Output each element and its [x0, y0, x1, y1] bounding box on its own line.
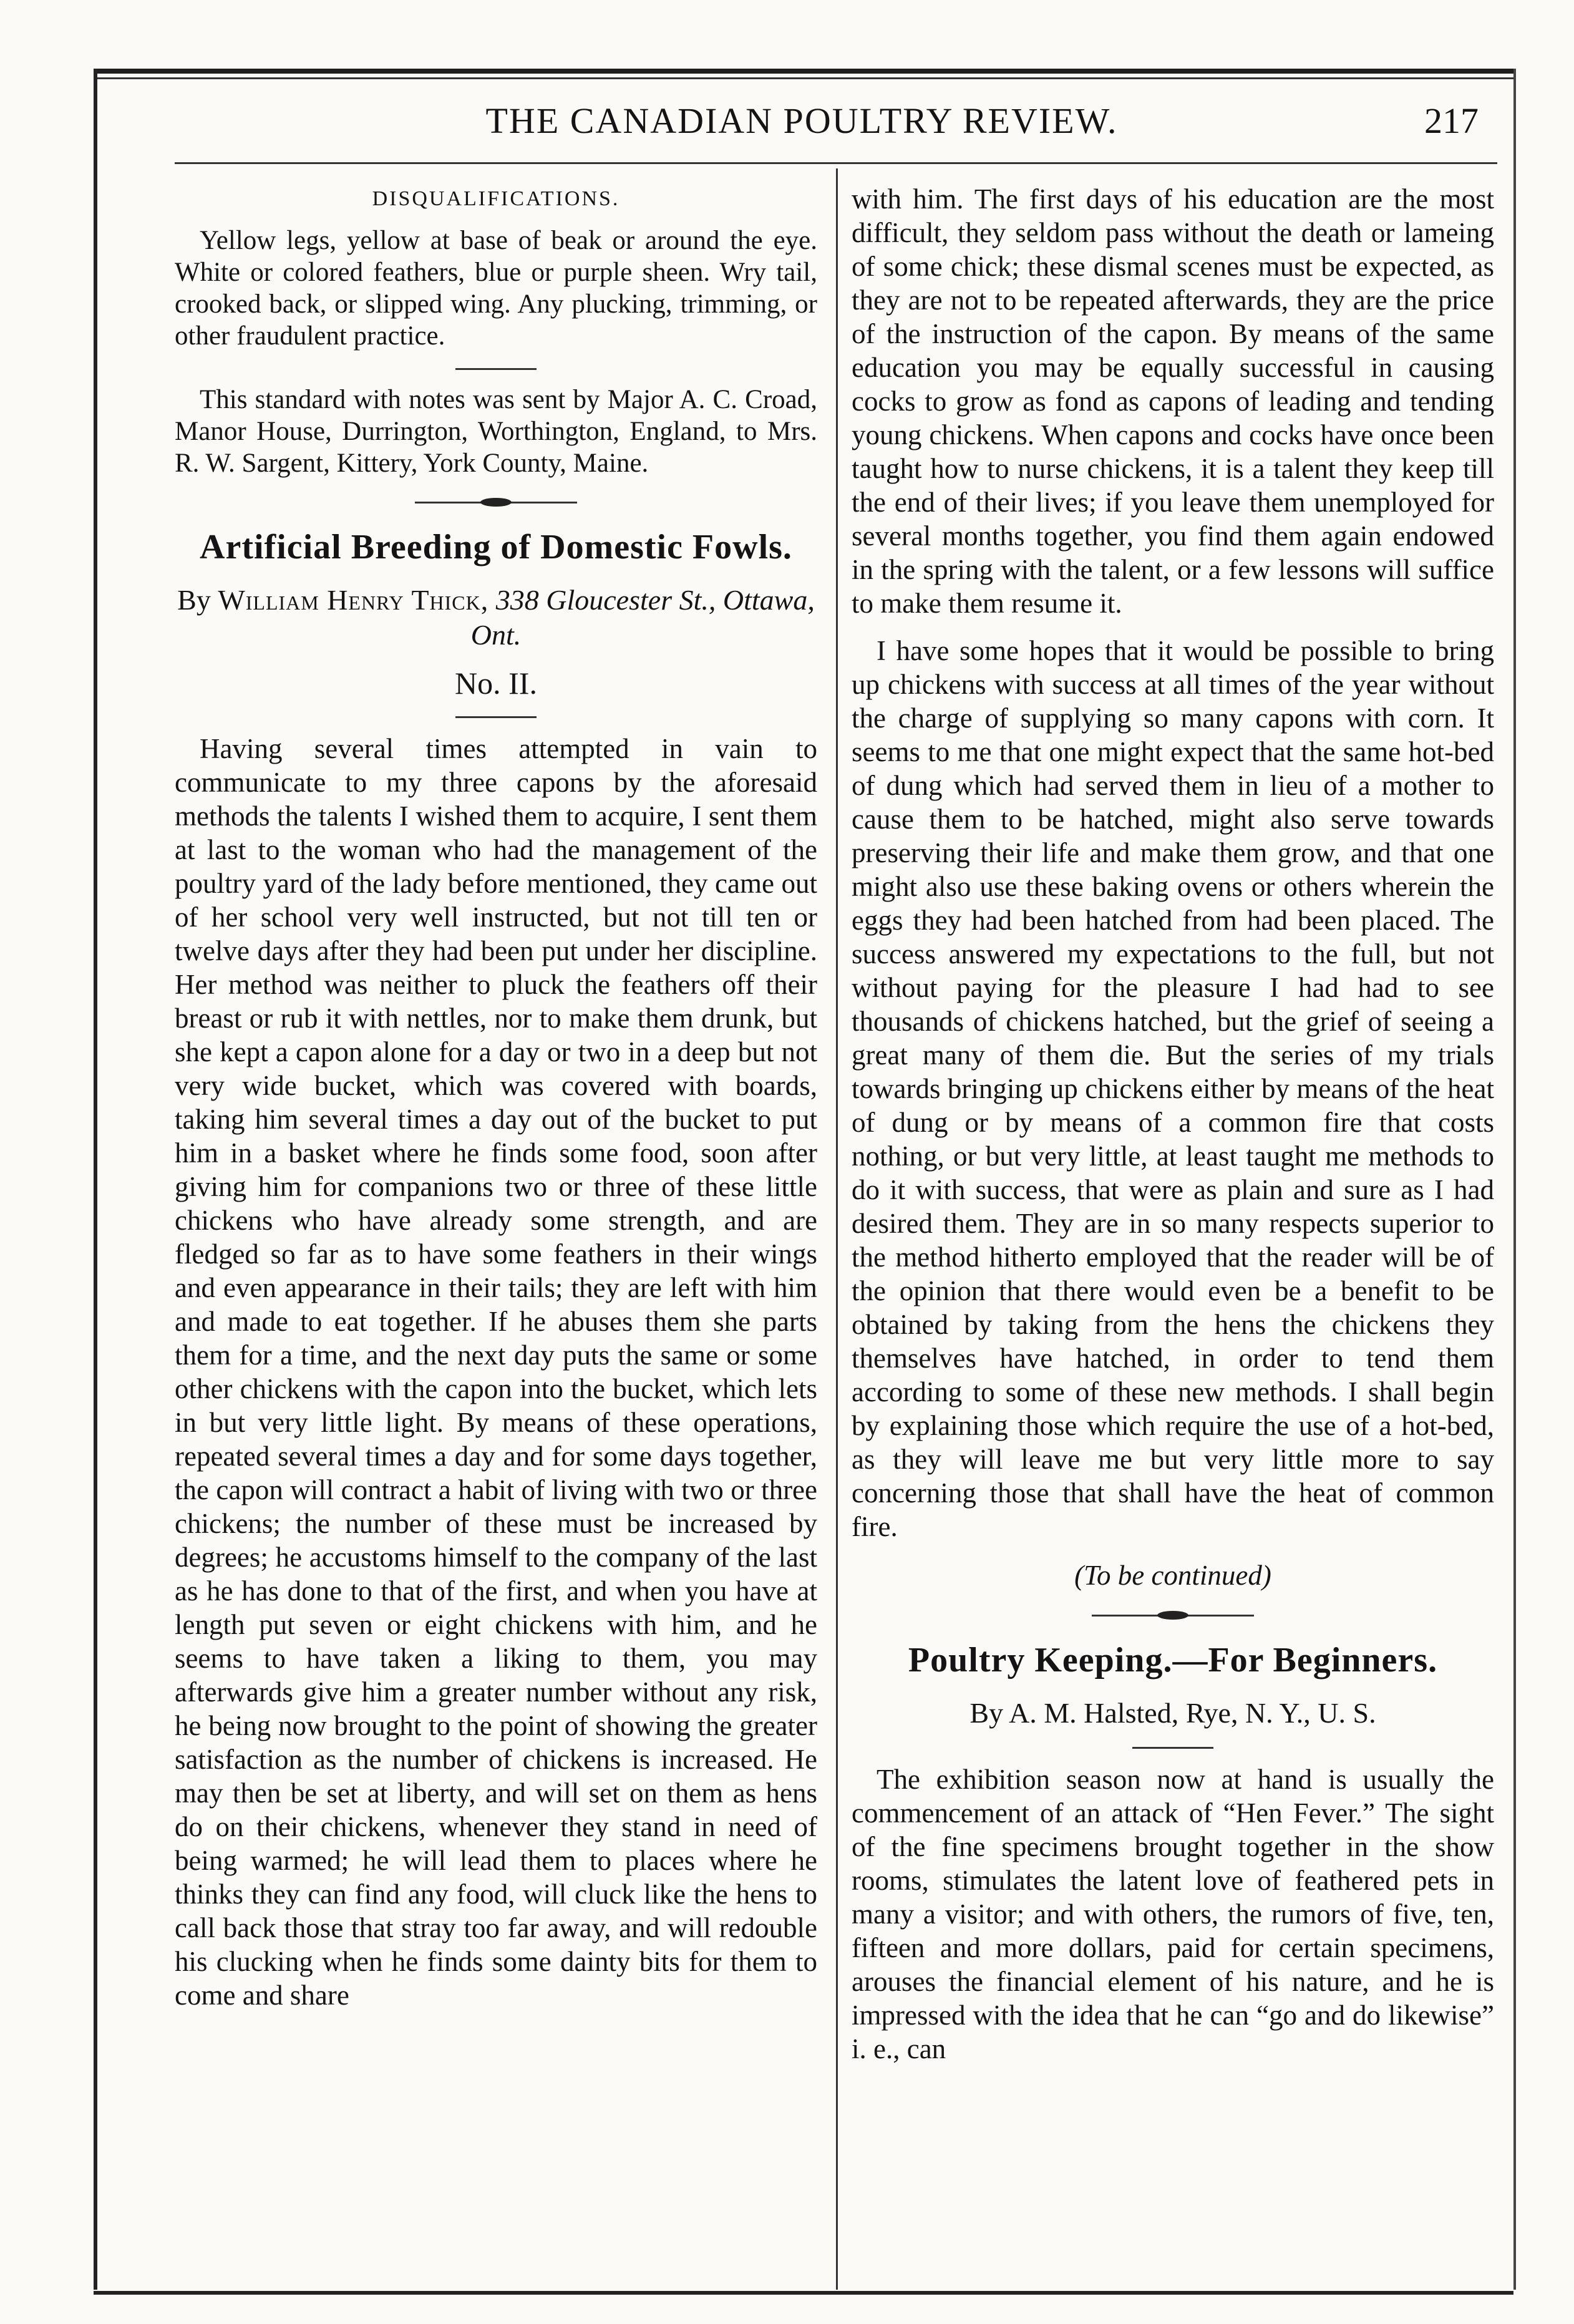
article-body: Having several times attempted in vain to communicate to my three capons by the aforesaid methods the talents I wished them to acquire, I sent them at last to the woman who had the management of the poultry yard of the lady before mentioned, they came out of her school very well instructed, but not till ten or twelve days after they had been put under her discipline. Her method was neither to pluck the feathers off their breast or rub it with nettles, nor to make them drunk, but she kept a capon alone for a day or two in a deep but not very wide bucket, which was covered with boards, taking him several times a day out of the bucket to put him in a basket where he finds some food, soon after giving him for companions two or three of these little chickens who have already some strength, and are fledged so far as to have some feathers in their wings and even appearance in their tails; they are left with him and made to eat together. If he abuses them she parts them for a time, and the next day puts the same or some other chickens with the capon into the bucket, which lets in but very little light. By means of these operations, repeated several times a day and for some days together, the capon will contract a habit of living with two or three chickens; the number of these must be increased by degrees; he accustoms himself to the company of the last as he has done to that of the first, and when you have at length put seven or eight chickens with him, and he seems to have taken a liking to them, you may afterwards give him a greater number without any risk, he being now brought to the point of showing the greater satisfaction as the number of chickens is increased. He may then be set at liberty, and will set on them as hens do on their chickens, whenever they stand in need of being warmed; he will lead them to places where he thinks they can find any food, will cluck like the hens to call back those that stray too far away, and will redouble his clucking when he finds some dainty bits for them to come and share — [175, 733, 817, 2011]
byline-address: 338 Gloucester St., Ottawa, Ont. — [470, 584, 815, 651]
byline-author: William Henry Thick, — [218, 584, 489, 616]
header-rule — [175, 162, 1497, 164]
standard-note: This standard with notes was sent by Major A. C. Croad, Manor House, Durrington, Worthington, England, to Mrs. R. W. Sargent, Kittery, York County, Maine. — [175, 385, 817, 478]
left-column — [175, 182, 817, 2285]
bottom-border — [94, 2291, 1513, 2295]
ornament-divider — [415, 498, 577, 507]
disqualifications-heading: DISQUALIFICATIONS. — [372, 187, 620, 210]
byline-divider — [1132, 1747, 1213, 1749]
column-separator — [836, 168, 838, 2290]
article-byline — [175, 583, 817, 653]
article-title: Artificial Breeding of Domestic Fowls. — [200, 528, 792, 566]
journal-title: THE CANADIAN POULTRY REVIEW. — [485, 100, 1118, 141]
ornament-divider — [1092, 1611, 1254, 1620]
article-paragraph: I have some hopes that it would be possible to bring up chickens with success at all times of the year without the charge of supplying so many capons with corn. It seems to me that one might expect that the same hot-bed of dung which had served them in lieu of a mother to cause them to be hatched, might also serve towards preserving their life and make them grow, and that one might also use these baking ovens or others wherein the eggs they had been hatched from had been placed. The success answered my expectations to the full, but not without paying for the pleasure I had had to see thousands of chickens hatched, but the grief of seeing a great many of them die. But the series of my trials towards bringing up chickens either by means of the heat of dung or by means of a common fire that costs nothing, or but very little, at least taught me methods to do it with success, that were as plain and sure as I had desired them. They are in so many respects superior to the method hitherto employed that the reader will be of the opinion that there would even be a benefit to be obtained by taking from the hens the chickens they themselves have hatched, in order to tend them according to some of these new methods. I shall begin by explaining those which require the use of a hot-bed, as they will leave me but very little more to say concerning those that shall have the heat of common fire. — [852, 635, 1494, 1542]
article-title: Poultry Keeping.—For Beginners. — [908, 1641, 1438, 1680]
section-divider — [455, 368, 537, 370]
byline-prefix: By — [177, 584, 211, 616]
article-number: No. II. — [455, 666, 537, 701]
disqualifications-text: Yellow legs, yellow at base of beak or around the eye. White or colored feathers, blue or purple sheen. Wry tail, crooked back, or slipped wing. Any plucking, trimming, or other fraudulent practice. — [175, 226, 817, 351]
page-number: 217 — [1424, 100, 1479, 141]
continued-note: (To be continued) — [1074, 1560, 1271, 1591]
running-header — [106, 100, 1497, 150]
right-column — [852, 182, 1494, 2285]
article-continuation: with him. The first days of his education are the most difficult, they seldom pass without the death or lameing of some chick; these dismal scenes must be expected, as they are not to be repeated afterwards, they are the price of the instruction of the capon. By means of the same education you may be equally successful in causing cocks to grow as fond as capons of leading and tending young chickens. When capons and cocks have once been taught how to nurse chickens, it is a talent they keep till the end of their lives; if you leave them unemployed for several months together, you find them again endowed in the spring with the talent, or a few lessons will suffice to make them resume it. — [852, 183, 1494, 619]
article-byline: By A. M. Halsted, Rye, N. Y., U. S. — [969, 1697, 1376, 1729]
number-divider — [455, 716, 537, 718]
article-body: The exhibition season now at hand is usually the commencement of an attack of “Hen Fever.” The sight of the fine specimens brought together in the show rooms, stimulates the latent love of feathered pets in many a visitor; and with others, the rumors of five, ten, fifteen and more dollars, paid for certain specimens, arouses the financial element of his nature, and he is impressed with the idea that he can “go and do likewise” i. e., can — [852, 1764, 1494, 2064]
